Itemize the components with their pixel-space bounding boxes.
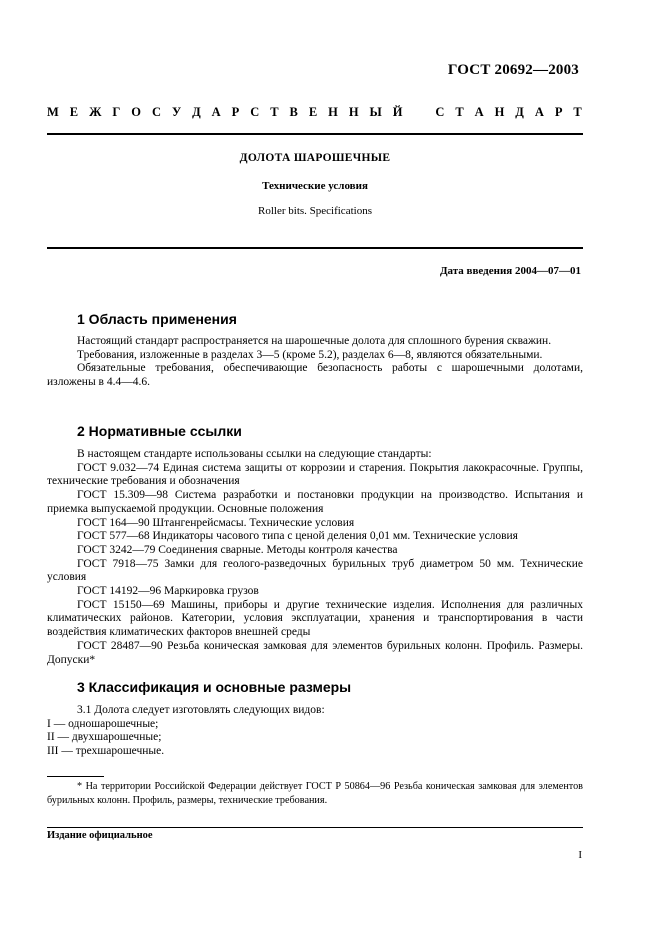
banner-letter: Г [112,105,121,119]
edition-label: Издание официальное [47,830,153,841]
reference-item: ГОСТ 3242—79 Соединения сварные. Методы контроля качества [77,543,398,556]
list-item: III — трехшарошечные. [47,745,165,758]
banner-letter: С [151,105,162,119]
banner-letter: В [289,105,298,119]
section-1-body [47,335,583,390]
banner-letter: С [250,105,260,119]
reference-item: ГОСТ 15150—69 Машины, приборы и другие технические изделия. Исполнения для различных климатических районов. Категории, условия эксплуатации, хранения и транспортирования в части воздействия климатических факторов внешней среды [47,598,583,639]
banner-letter: Д [192,105,201,119]
document-subtitle: Технические условия [262,180,368,192]
english-title: Roller bits. Specifications [258,205,372,217]
banner-letter: Т [573,105,582,119]
banner-letter: С [435,105,445,119]
paragraph: 3.1 Долота следует изготовлять следующих видов: [77,704,325,716]
section-1-heading: 1 Область применения [77,311,237,327]
banner-letter: Р [554,105,563,119]
banner-letter: Д [515,105,524,119]
banner-letter: А [474,105,484,119]
introduction-date: Дата введения 2004—07—01 [439,265,581,277]
paragraph: Требования, изложенные в разделах 3—5 (кроме 5.2), разделах 6—8, являются обязательными. [77,348,543,361]
paragraph: В настоящем стандарте использованы ссылки на следующие стандарты: [77,448,432,460]
banner-letter: Т [270,105,279,119]
bottom-divider [47,827,583,828]
banner-letter: Ы [369,105,382,119]
reference-item: ГОСТ 14192—96 Маркировка грузов [77,585,259,598]
footnote: * На территории Российской Федерации действует ГОСТ Р 50864—96 Резьба коническая замковая для элементов бурильных колонн. Профиль, размеры, технические требования. [47,781,583,806]
reference-item: ГОСТ 28487—90 Резьба коническая замковая для элементов бурильных колонн. Профиль. Размеры. Допуски* [47,639,583,666]
reference-item: ГОСТ 164—90 Штангенрейсмасы. Технические условия [77,516,355,529]
banner-letter: М [47,105,59,119]
banner-letter: Й [392,105,403,119]
reference-item: ГОСТ 577—68 Индикаторы часового типа с ценой деления 0,01 мм. Технические условия [77,530,518,543]
title-divider [47,247,583,249]
section-2-heading: 2 Нормативные ссылки [77,423,242,439]
reference-item: ГОСТ 9.032—74 Единая система защиты от коррозии и старения. Покрытия лакокрасочные. Группы, технические требования и обозначения [47,461,583,488]
banner-letter: Р [231,105,240,119]
list-item: I — одношарошечные; [47,717,159,730]
reference-item: ГОСТ 7918—75 Замки для геолого-разведочных бурильных труб диаметром 50 мм. Технические условия [47,557,583,584]
banner-letter: У [171,105,182,119]
banner-letter: Е [69,105,79,119]
standard-banner [47,105,582,120]
banner-letter: А [534,105,544,119]
banner-letter: Н [348,105,359,119]
section-3-body [47,704,583,759]
banner-letter: Н [328,105,338,119]
top-divider [47,133,583,135]
document-title: ДОЛОТА ШАРОШЕЧНЫЕ [239,152,391,164]
banner-letter: Т [455,105,464,119]
section-3-heading: 3 Классификация и основные размеры [77,679,352,695]
gost-code: ГОСТ 20692—2003 [447,62,579,78]
paragraph: Настоящий стандарт распространяется на шарошечные долота для сплошного бурения скважин. [77,335,552,347]
footnote-divider [47,776,104,777]
banner-letter: А [211,105,221,119]
reference-item: ГОСТ 15.309—98 Система разработки и постановки продукции на производство. Испытания и приемка выпускаемой продукции. Основные положения [47,489,583,515]
list-item: II — двухшарошечные; [47,731,162,744]
banner-letter: Н [494,105,505,119]
banner-letter: О [131,105,142,119]
section-2-body [47,448,583,667]
page-number: I [578,849,582,861]
banner-letter: Е [308,105,318,119]
paragraph: Обязательные требования, обеспечивающие безопасность работы с шарошечными долотами, изложены в 4.4—4.6. [47,362,583,389]
banner-letter: Ж [89,105,102,119]
